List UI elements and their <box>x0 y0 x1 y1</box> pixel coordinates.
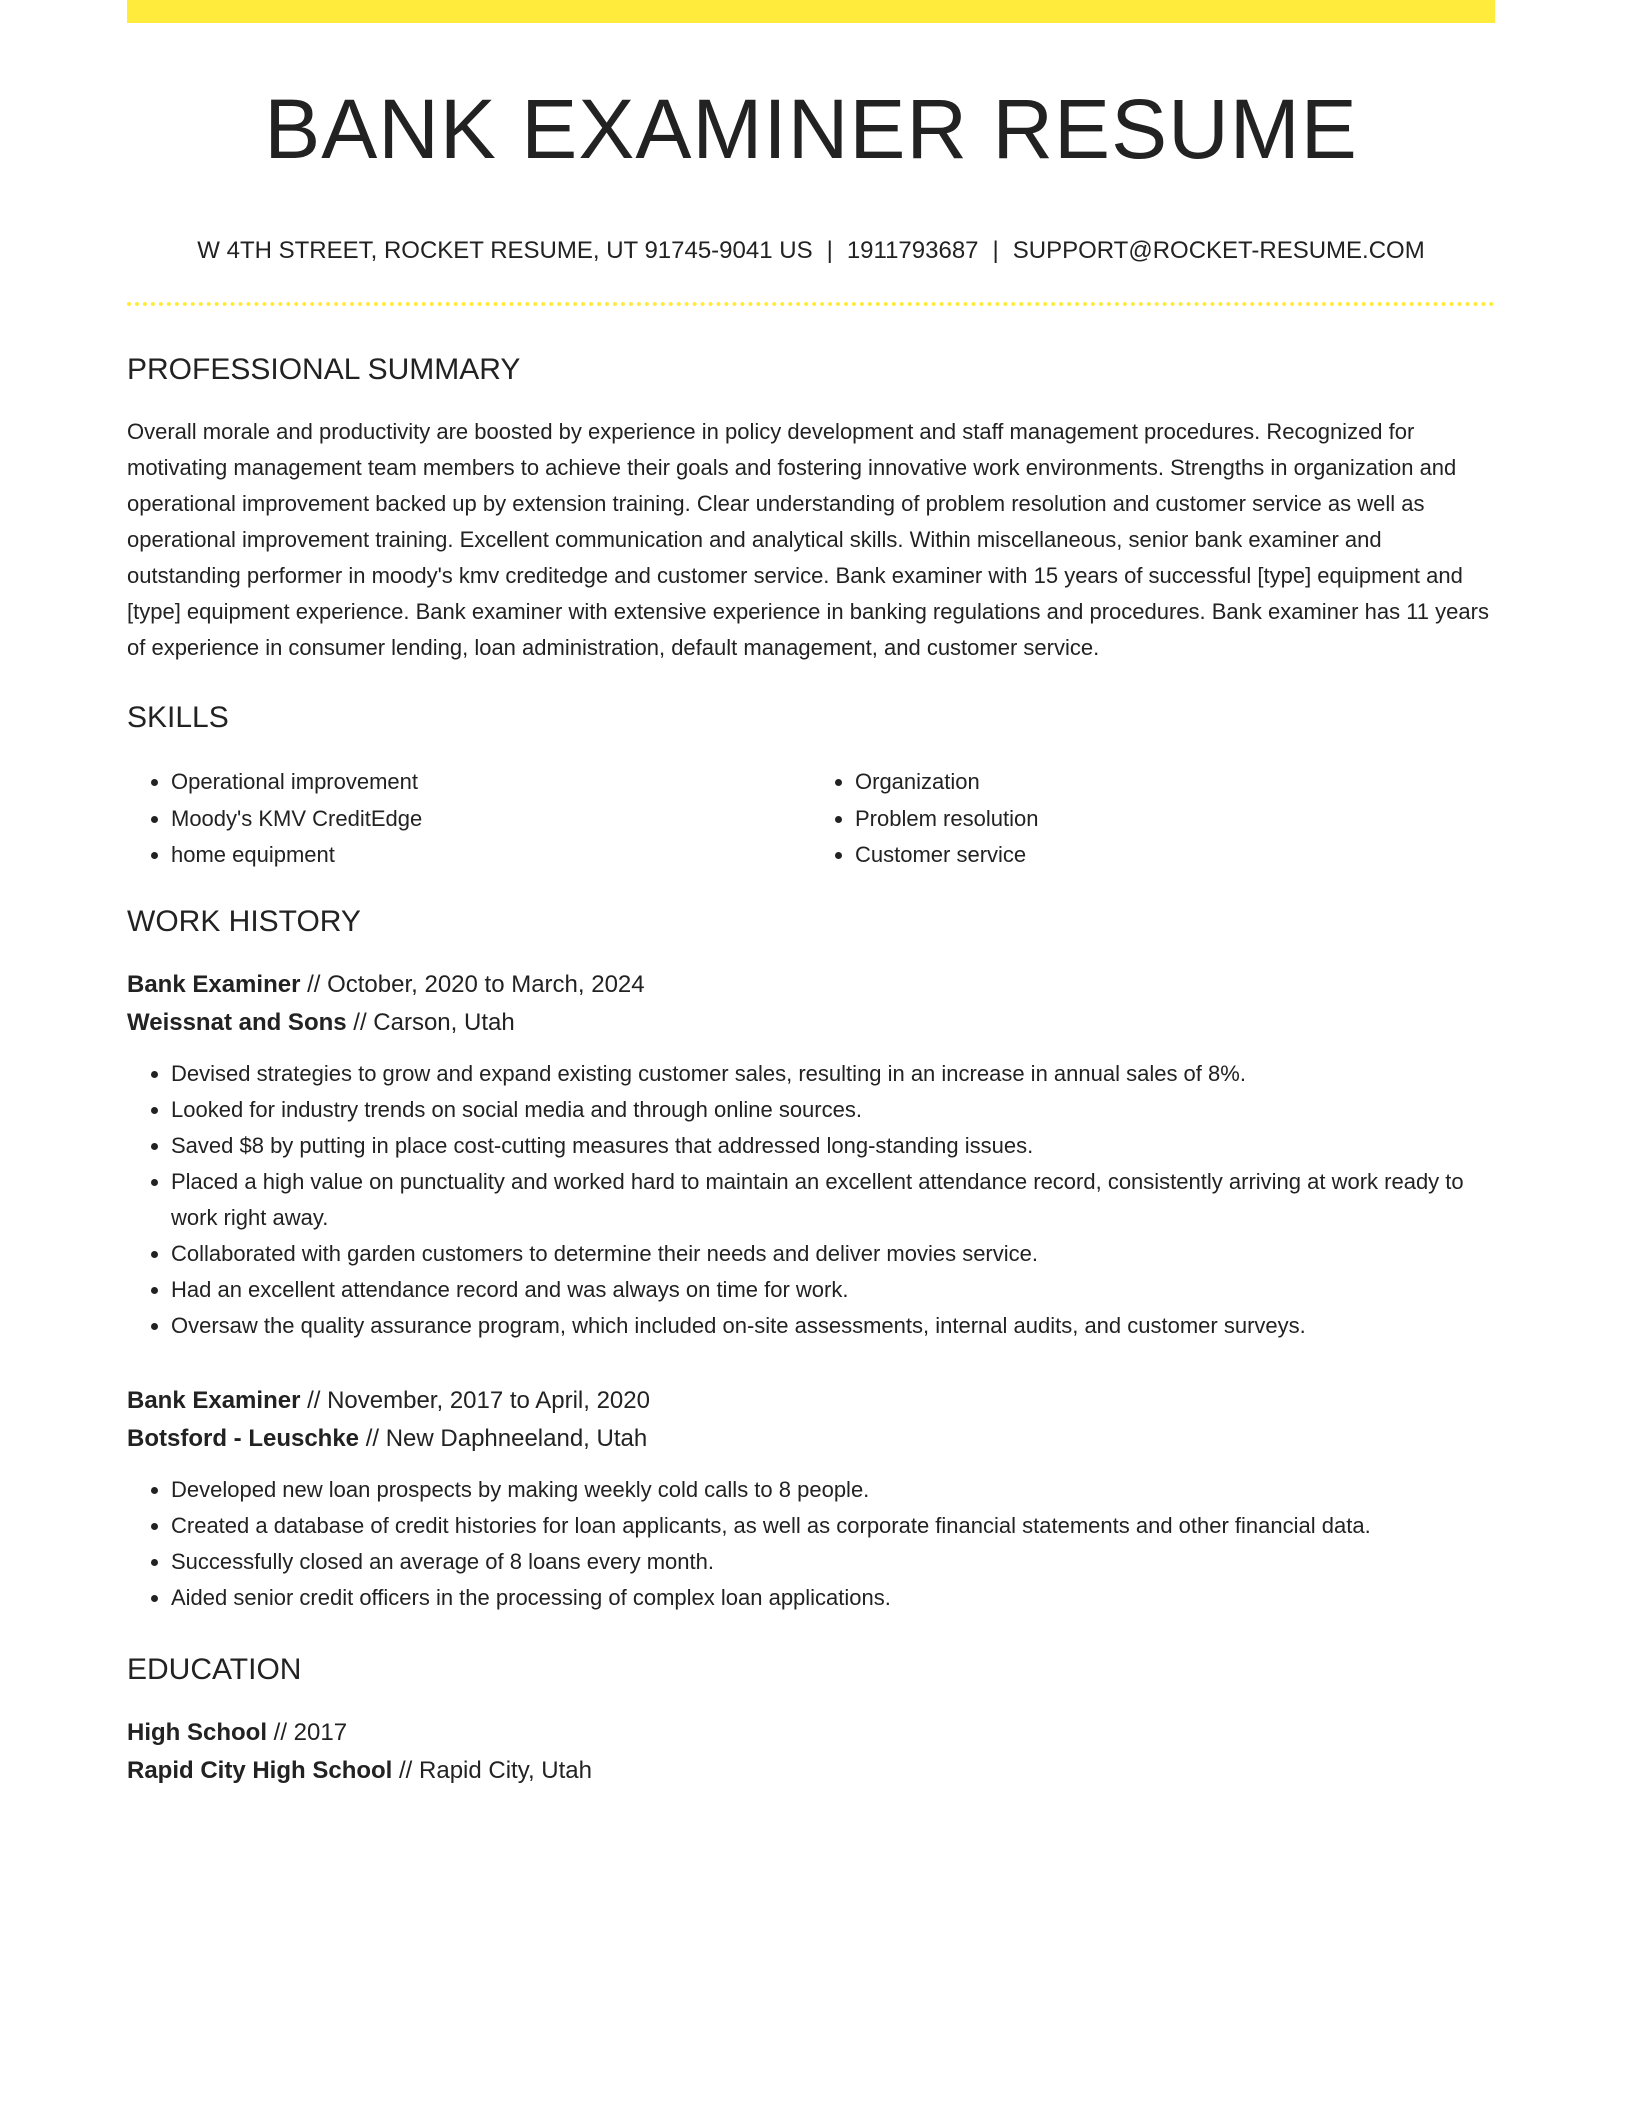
job-entry <box>127 966 1495 1344</box>
skills-grid <box>127 764 1495 874</box>
summary-heading: PROFESSIONAL SUMMARY <box>127 353 521 387</box>
job-title: Bank Examiner <box>127 1386 301 1414</box>
job-bullet: • Placed a high value on punctuality and worked hard to maintain an excellent attendance record, consistently arriving at work ready to work right away. <box>171 1164 1495 1236</box>
job-bullet: • Devised strategies to grow and expand existing customer sales, resulting in an increase in annual sales of 8%. <box>171 1056 1495 1092</box>
skills-heading: SKILLS <box>127 701 229 735</box>
accent-top-bar <box>127 0 1495 23</box>
contact-separator: | <box>826 237 833 265</box>
education-entry <box>127 1714 1495 1790</box>
job-title: Bank Examiner <box>127 970 301 998</box>
job-company: Botsford - Leuschke <box>127 1424 360 1452</box>
skills-left-column <box>127 764 811 874</box>
education-school-line <box>127 1752 1495 1790</box>
skill-item: • Customer service <box>855 837 1495 874</box>
job-bullet: • Successfully closed an average of 8 loans every month. <box>171 1544 1495 1580</box>
job-bullet: • Saved $8 by putting in place cost-cutting measures that addressed long-standing issues. <box>171 1128 1495 1164</box>
skills-section <box>127 700 1495 874</box>
education-degree: High School <box>127 1718 267 1746</box>
education-heading: EDUCATION <box>127 1652 302 1686</box>
job-bullet: • Collaborated with garden customers to determine their needs and deliver movies service. <box>171 1236 1495 1272</box>
skill-item: • Operational improvement <box>171 764 811 801</box>
summary-text: Overall morale and productivity are boosted by experience in policy development and staff management procedures. Recognized for motivating management team members to achieve their goals and fostering innovative work environments. Strengths in organization and operational improvement backed up by extension training. Clear understanding of problem resolution and customer service as well as operational improvement training. Excellent communication and analytical skills. Within miscellaneous, senior bank examiner and outstanding performer in moody's kmv creditedge and customer service. Bank examiner with 15 years of successful [type] equipment and [type] equipment experience. Bank examiner with extensive experience in banking regulations and procedures. Bank examiner has 11 years of experience in consumer lending, loan administration, default management, and customer service. <box>127 419 1489 661</box>
job-bullet: • Aided senior credit officers in the processing of complex loan applications. <box>171 1580 1495 1616</box>
education-degree-line <box>127 1714 1495 1752</box>
job-company-line <box>127 1420 1495 1458</box>
contact-address: W 4TH STREET, ROCKET RESUME, UT 91745-9041 US <box>197 237 813 265</box>
job-dates: // November, 2017 to April, 2020 <box>300 1386 650 1414</box>
skill-item: • Moody's KMV CreditEdge <box>171 801 811 838</box>
contact-separator: | <box>992 237 999 265</box>
education-year: // 2017 <box>267 1718 348 1746</box>
skills-right-column <box>811 764 1495 874</box>
education-school: Rapid City High School <box>127 1756 393 1784</box>
job-company: Weissnat and Sons <box>127 1008 347 1036</box>
skill-item: • home equipment <box>171 837 811 874</box>
work-history-heading: WORK HISTORY <box>127 904 361 938</box>
job-bullet: • Oversaw the quality assurance program, which included on-site assessments, internal audits, and customer surveys. <box>171 1308 1495 1344</box>
summary-section <box>127 352 1495 666</box>
job-bullets <box>127 1472 1495 1616</box>
job-title-line <box>127 966 1495 1004</box>
job-bullet: • Created a database of credit histories for loan applicants, as well as corporate financial statements and other financial data. <box>171 1508 1495 1544</box>
job-company-line <box>127 1004 1495 1042</box>
contact-line <box>127 237 1495 266</box>
resume-title: BANK EXAMINER RESUME <box>264 82 1358 176</box>
contact-email: SUPPORT@ROCKET-RESUME.COM <box>1012 237 1425 265</box>
job-dates: // October, 2020 to March, 2024 <box>300 970 645 998</box>
dotted-divider <box>127 302 1495 306</box>
work-history-section <box>127 904 1495 1616</box>
resume-page <box>127 0 1495 1790</box>
job-location: // New Daphneeland, Utah <box>359 1424 648 1452</box>
job-bullets <box>127 1056 1495 1344</box>
education-location: // Rapid City, Utah <box>392 1756 592 1784</box>
job-title-line <box>127 1382 1495 1420</box>
job-location: // Carson, Utah <box>346 1008 515 1036</box>
education-section <box>127 1652 1495 1790</box>
job-bullet: • Looked for industry trends on social media and through online sources. <box>171 1092 1495 1128</box>
job-bullet: • Developed new loan prospects by making weekly cold calls to 8 people. <box>171 1472 1495 1508</box>
job-bullet: • Had an excellent attendance record and was always on time for work. <box>171 1272 1495 1308</box>
contact-phone: 1911793687 <box>846 237 979 265</box>
skill-item: • Organization <box>855 764 1495 801</box>
skill-item: • Problem resolution <box>855 801 1495 838</box>
job-entry <box>127 1382 1495 1616</box>
